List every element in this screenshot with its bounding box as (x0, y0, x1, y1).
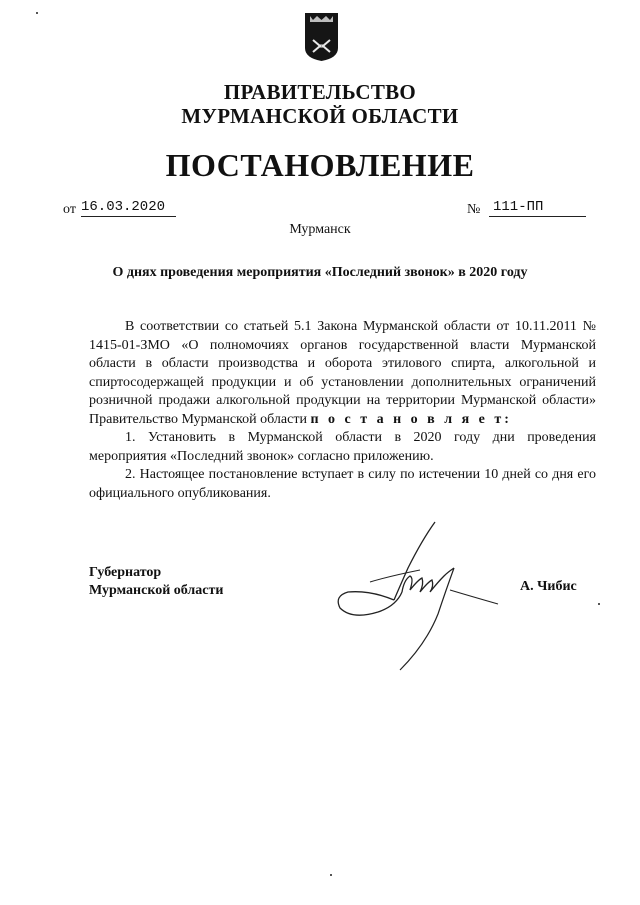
city: Мурманск (289, 222, 351, 237)
resolves-word: п о с т а н о в л я е т: (310, 411, 512, 427)
number-value: 111-ПП (489, 199, 586, 217)
date-value: 16.03.2020 (81, 199, 176, 217)
preamble-text: В соответствии со статьей 5.1 Закона Мурманской области от 10.11.2011 № 1415-01-ЗМО «О полномочиях органов государственной власти Мурманской области в области производства и оборота этилового спирта, алкогольной и спиртосодержащей продукции и об установлении дополнительных ограничений розничной продажи алкогольной продукции на территории Мурманской области» Правительство Мурманской области (89, 319, 596, 427)
scan-speck (598, 603, 600, 605)
item-2: 2. Настоящее постановление вступает в силу по истечении 10 дней со дня его официального опубликования. (89, 467, 596, 501)
scan-speck (36, 12, 38, 14)
coat-of-arms-icon (303, 12, 340, 62)
number-label: № (467, 202, 481, 217)
signatory-position-line1: Губернатор (89, 565, 162, 580)
document-title: О днях проведения мероприятия «Последний звонок» в 2020 году (112, 265, 528, 280)
scan-speck (330, 874, 332, 876)
preamble-paragraph (89, 318, 596, 429)
organization-name-line1: ПРАВИТЕЛЬСТВО (223, 80, 417, 104)
item-1: 1. Установить в Мурманской области в 2020 году дни проведения мероприятия «Последний звонок» согласно приложению. (89, 430, 596, 464)
document-body (89, 318, 596, 503)
signatory-name: А. Чибис (520, 579, 577, 594)
document-type: ПОСТАНОВЛЕНИЕ (165, 147, 475, 183)
signatory-position-line2: Мурманской области (89, 583, 224, 598)
organization-name-line2: МУРМАНСКОЙ ОБЛАСТИ (181, 104, 459, 128)
date-label: от (63, 202, 76, 217)
handwritten-signature (330, 520, 510, 680)
signatory-position (89, 564, 223, 600)
